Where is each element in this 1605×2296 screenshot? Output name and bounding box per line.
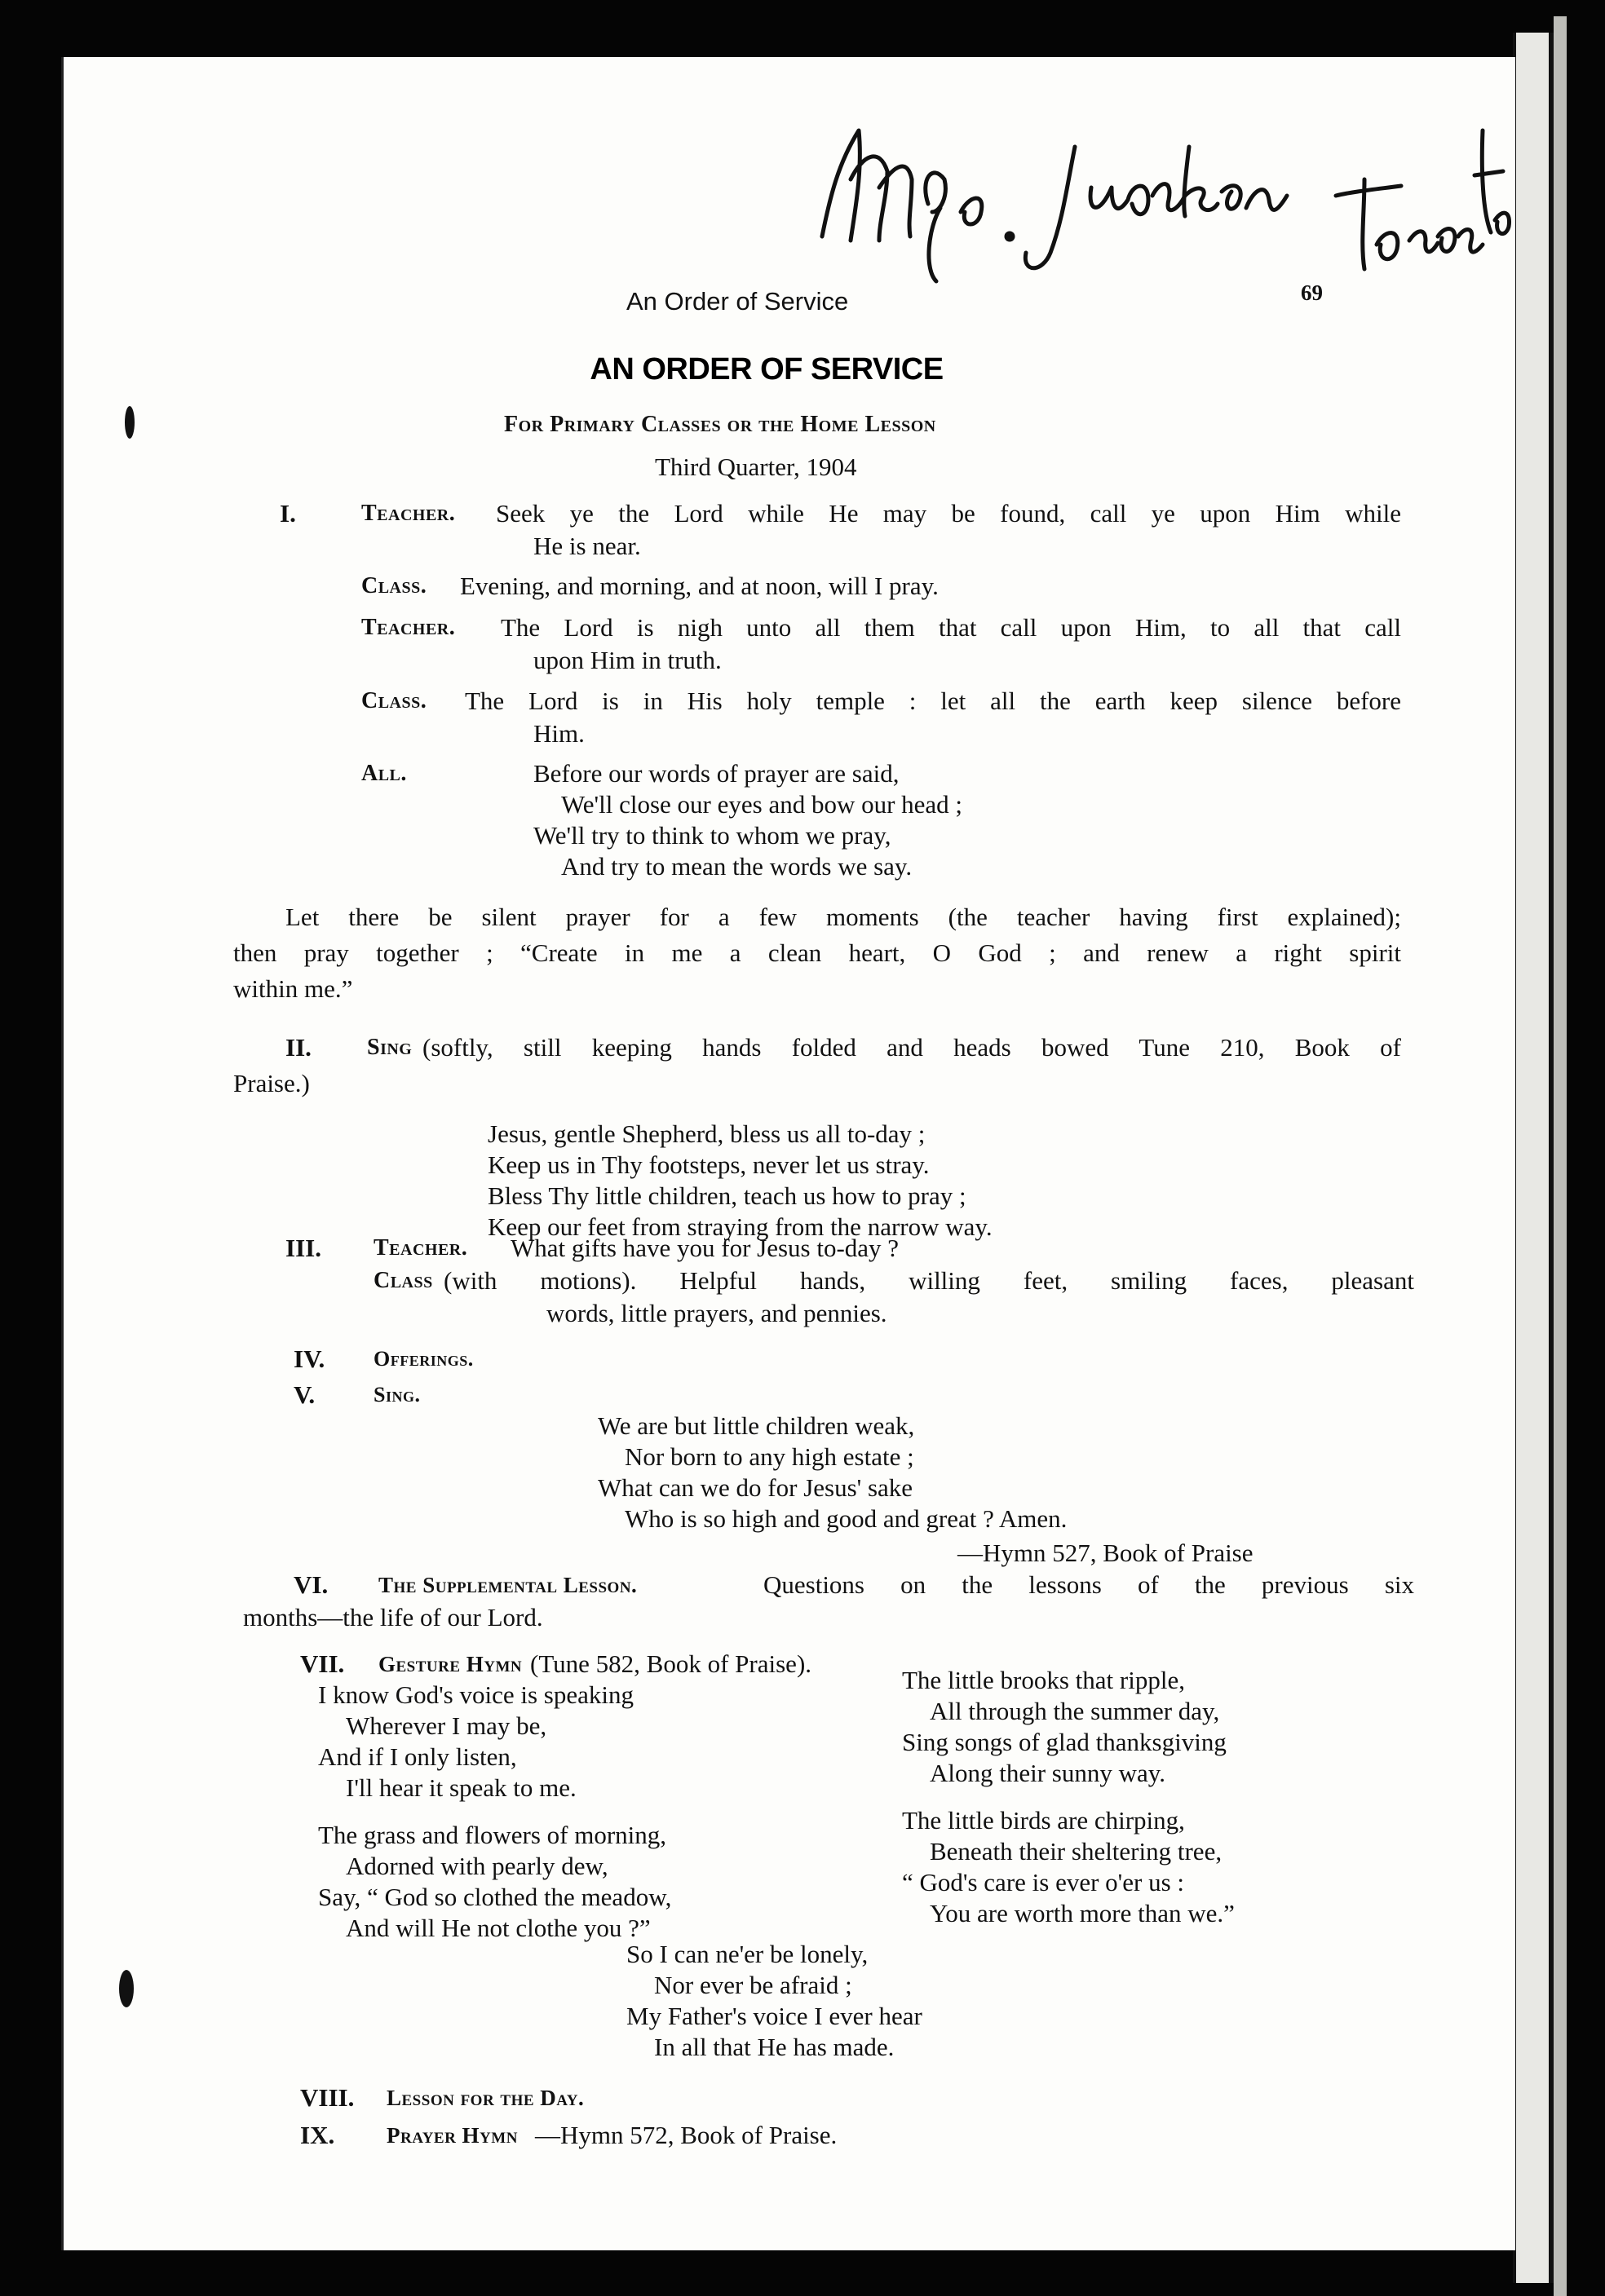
class-label-iii: Class — [374, 1268, 433, 1293]
right-verse-2-line-3: “ God's care is ever o'er us : — [902, 1868, 1185, 1896]
prayer-hymn-label: Prayer Hymn — [387, 2123, 518, 2148]
teacher-label-iii: Teacher. — [374, 1235, 468, 1261]
left-verse-1-line-4: I'll hear it speak to me. — [346, 1773, 577, 1802]
numeral-viii: VIII. — [300, 2083, 355, 2112]
sing-label-v: Sing. — [374, 1383, 421, 1406]
all-verse-4: And try to mean the words we say. — [561, 852, 913, 881]
line-class-2-cont: Him. — [533, 719, 585, 748]
running-head: An Order of Service — [626, 287, 849, 316]
offerings-label: Offerings. — [374, 1347, 474, 1371]
right-verse-1-line-4: Along their sunny way. — [930, 1759, 1166, 1787]
numeral-i: I. — [280, 499, 296, 528]
supplemental-text: Questions on the lessons of the previous six — [763, 1570, 1414, 1599]
supplemental-label: The Supplemental Lesson. — [378, 1573, 638, 1597]
sing-text-ii: (softly, still keeping hands folded and heads bowed Tune 210, Book of — [422, 1033, 1401, 1062]
binding-hole-top — [125, 406, 135, 439]
right-verse-1-line-2: All through the summer day, — [930, 1697, 1220, 1725]
numeral-vi: VI. — [294, 1570, 329, 1599]
speaker-teacher-1: Teacher. — [361, 501, 456, 526]
right-verse-2-line-1: The little birds are chirping, — [902, 1806, 1185, 1835]
right-verse-1-line-1: The little brooks that ripple, — [902, 1666, 1185, 1694]
right-verse-2-line-2: Beneath their sheltering tree, — [930, 1837, 1223, 1866]
sing-text-ii-cont: Praise.) — [233, 1069, 310, 1097]
binding-hole-bottom — [119, 1970, 134, 2007]
v-attribution: —Hymn 527, Book of Praise — [957, 1539, 1253, 1567]
left-verse-2-line-3: Say, “ God so clothed the meadow, — [318, 1883, 672, 1911]
v-verse-4: Who is so high and good and great ? Amen. — [625, 1504, 1068, 1533]
line-class-1: Evening, and morning, and at noon, will I pray. — [460, 572, 939, 600]
page-edge-shadow — [1513, 33, 1554, 2283]
prayer-line-1: Let there be silent prayer for a few moments (the teacher having first explained); — [285, 903, 1401, 931]
numeral-ix: IX. — [300, 2121, 335, 2149]
speaker-class-1: Class. — [361, 573, 427, 598]
left-verse-2-line-2: Adorned with pearly dew, — [346, 1852, 608, 1880]
final-verse-line-4: In all that He has made. — [654, 2033, 895, 2061]
teacher-text-iii: What gifts have you for Jesus to-day ? — [511, 1234, 900, 1262]
line-teacher-1: Seek ye the Lord while He may be found, call ye upon Him while — [496, 499, 1401, 528]
gesture-text: (Tune 582, Book of Praise). — [530, 1649, 812, 1678]
gesture-label: Gesture Hymn — [378, 1652, 523, 1676]
prayer-line-3: within me.” — [233, 974, 353, 1003]
v-verse-1: We are but little children weak, — [598, 1411, 915, 1440]
speaker-all: All. — [361, 761, 407, 786]
all-verse-3: We'll try to think to whom we pray, — [533, 821, 891, 850]
numeral-iii: III. — [285, 1234, 321, 1262]
page-title: AN ORDER OF SERVICE — [590, 352, 944, 386]
page-number: 69 — [1301, 280, 1323, 305]
sing-label-ii: Sing — [367, 1035, 413, 1060]
right-verse-1-line-3: Sing songs of glad thanksgiving — [902, 1728, 1227, 1756]
ii-verse-2: Keep us in Thy footsteps, never let us stray. — [488, 1150, 930, 1179]
left-verse-1-line-3: And if I only listen, — [318, 1742, 517, 1771]
final-verse-line-2: Nor ever be afraid ; — [654, 1971, 852, 1999]
ii-verse-1: Jesus, gentle Shepherd, bless us all to-day ; — [488, 1119, 926, 1148]
speaker-class-2: Class. — [361, 688, 427, 713]
numeral-ii: II. — [285, 1033, 312, 1062]
supplemental-cont: months—the life of our Lord. — [243, 1603, 543, 1631]
final-verse-line-3: My Father's voice I ever hear — [626, 2002, 922, 2030]
line-teacher-2: The Lord is nigh unto all them that call upon Him, to all that call — [501, 613, 1401, 642]
final-verse-line-1: So I can ne'er be lonely, — [626, 1940, 869, 1968]
subtitle: For Primary Classes or the Home Lesson — [504, 412, 936, 437]
left-verse-2-line-4: And will He not clothe you ?” — [346, 1914, 651, 1942]
ii-verse-3: Bless Thy little children, teach us how to pray ; — [488, 1181, 966, 1210]
book-page — [61, 57, 1515, 2250]
numeral-v: V. — [294, 1380, 316, 1409]
line-class-2: The Lord is in His holy temple : let all the earth keep silence before — [465, 687, 1401, 715]
numeral-vii: VII. — [300, 1649, 345, 1678]
v-verse-2: Nor born to any high estate ; — [625, 1442, 914, 1471]
lesson-label: Lesson for the Day. — [387, 2086, 585, 2110]
left-verse-2-line-1: The grass and flowers of morning, — [318, 1821, 667, 1849]
left-verse-1-line-2: Wherever I may be, — [346, 1711, 547, 1740]
handwritten-signature — [765, 98, 1515, 302]
v-verse-3: What can we do for Jesus' sake — [598, 1473, 913, 1502]
prayer-hymn-text: —Hymn 572, Book of Praise. — [535, 2121, 838, 2149]
line-teacher-1-cont: He is near. — [533, 532, 641, 560]
all-verse-2: We'll close our eyes and bow our head ; — [561, 790, 963, 819]
line-teacher-2-cont: upon Him in truth. — [533, 646, 722, 674]
left-verse-1-line-1: I know God's voice is speaking — [318, 1680, 634, 1709]
class-text-iii: (with motions). Helpful hands, willing feet, smiling faces, pleasant — [444, 1266, 1414, 1295]
numeral-iv: IV. — [294, 1344, 325, 1373]
page-edge-shadow-outer — [1554, 16, 1567, 2296]
right-verse-2-line-4: You are worth more than we.” — [930, 1899, 1235, 1927]
prayer-line-2: then pray together ; “Create in me a clean heart, O God ; and renew a right spirit — [233, 938, 1401, 967]
speaker-teacher-2: Teacher. — [361, 615, 456, 640]
ii-verse-4: Keep our feet from straying from the narrow way. — [488, 1212, 993, 1241]
all-verse-1: Before our words of prayer are said, — [533, 759, 900, 788]
class-text-iii-cont: words, little prayers, and pennies. — [546, 1299, 887, 1327]
quarter: Third Quarter, 1904 — [655, 453, 857, 481]
